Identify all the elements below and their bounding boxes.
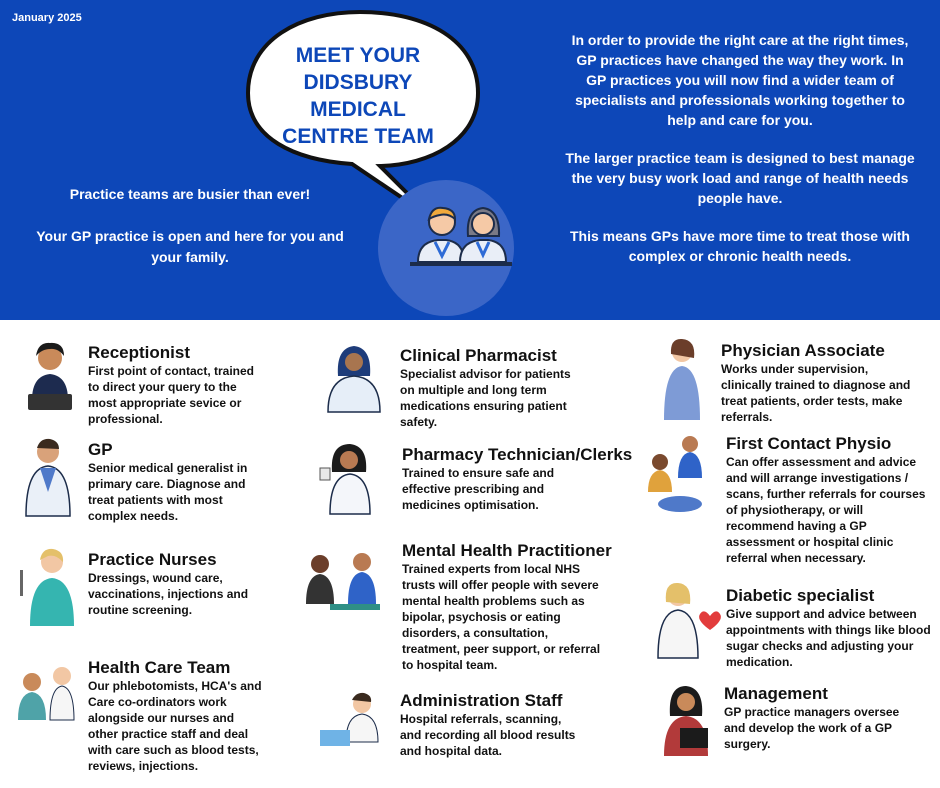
role-title: Administration Staff	[400, 691, 563, 710]
clinical-pharmacist-icon	[318, 340, 388, 414]
left-message-p1: Practice teams are busier than ever!	[69, 186, 311, 202]
bubble-title-line3: CENTRE TEAM	[282, 125, 434, 148]
role-description: Hospital referrals, scanning, and recording all blood results and hospital data.	[400, 712, 576, 758]
role-description: Senior medical generalist in primary care. Diagnose and treat patients with most complex needs.	[88, 461, 248, 523]
role-description: Can offer assessment and advice and will arrange investigations / scans, further referrals for courses of physiotherapy, or will recommend having a GP assessment or hospital clinic referral when necessary.	[726, 455, 926, 565]
role-diabetic-specialist	[726, 586, 936, 670]
pharmacy-technician-icon	[318, 440, 378, 516]
receptionist-icon	[22, 340, 78, 416]
left-message	[30, 184, 350, 289]
bubble-title-line1: MEET YOUR	[295, 44, 421, 67]
role-gp	[88, 440, 270, 524]
administration-icon	[318, 690, 392, 752]
role-mental-health	[402, 541, 612, 673]
management-icon	[654, 682, 718, 758]
hero-banner	[0, 0, 940, 320]
role-practice-nurses	[88, 550, 268, 618]
role-title: Diabetic specialist	[726, 586, 875, 605]
role-physician-associate	[721, 341, 911, 425]
role-title: Practice Nurses	[88, 550, 217, 569]
role-health-care-team	[88, 658, 266, 774]
bubble-title-line2: DIDSBURY MEDICAL	[303, 71, 413, 121]
role-pharmacy-technician	[402, 445, 633, 513]
gp-icon	[18, 436, 78, 528]
physician-associate-icon	[654, 336, 710, 422]
role-description: GP practice managers oversee and develop the work of a GP surgery.	[724, 705, 900, 751]
role-title: Mental Health Practitioner	[402, 541, 612, 560]
role-title: Physician Associate	[721, 341, 885, 360]
role-description: Give support and advice between appointments with things like blood sugar checks and adjusting your medication.	[726, 607, 931, 669]
right-message-p2: The larger practice team is designed to best manage the very busy work load and range of health needs people have.	[565, 150, 915, 206]
role-title: Receptionist	[88, 343, 191, 362]
role-title: Health Care Team	[88, 658, 231, 677]
role-title: Pharmacy Technician/Clerks	[402, 445, 633, 464]
role-description: First point of contact, trained to direct your query to the most appropriate sevice or professional.	[88, 364, 255, 426]
role-description: Trained to ensure safe and effective prescribing and medicines optimisation.	[402, 466, 555, 512]
role-receptionist	[88, 343, 268, 427]
role-title: GP	[88, 440, 113, 459]
role-management	[724, 684, 920, 752]
role-title: Management	[724, 684, 828, 703]
date-label: January 2025	[12, 12, 82, 24]
role-title: Clinical Pharmacist	[400, 346, 557, 365]
role-description: Specialist advisor for patients on multiple and long term medications ensuring patient safety.	[400, 367, 571, 429]
health-care-team-icon	[12, 662, 82, 726]
right-message	[565, 30, 915, 284]
doctors-icon	[410, 200, 512, 270]
bubble-title	[258, 42, 458, 150]
role-clinical-pharmacist	[400, 346, 580, 430]
role-description: Works under supervision, clinically trained to diagnose and treat patients, order tests, make referrals.	[721, 362, 911, 424]
right-message-p1: In order to provide the right care at the right times, GP practices have changed the way they work. In GP practices you will now find a wider team of specialists and professionals working together to help and care for you.	[571, 32, 909, 128]
right-message-p3: This means GPs have more time to treat those with complex or chronic health needs.	[570, 228, 910, 264]
diabetic-specialist-icon	[640, 580, 722, 660]
nurse-icon	[18, 546, 84, 632]
role-title: First Contact Physio	[726, 434, 892, 453]
role-administration	[400, 691, 584, 759]
physio-icon	[640, 432, 720, 514]
role-physio	[726, 434, 934, 566]
mental-health-icon	[300, 546, 386, 612]
role-description: Trained experts from local NHS trusts will offer people with severe mental health problems such as bipolar, psychosis or eating disorders, a consultation, treatment, peer support, or referral to hospital team.	[402, 562, 601, 672]
left-message-p2: Your GP practice is open and here for you and your family.	[36, 228, 344, 265]
role-description: Our phlebotomists, HCA's and Care co-ordinators work alongside our nurses and other practice staff and deal with care such as blood tests, reviews, injections.	[88, 679, 262, 773]
role-description: Dressings, wound care, vaccinations, injections and routine screening.	[88, 571, 249, 617]
